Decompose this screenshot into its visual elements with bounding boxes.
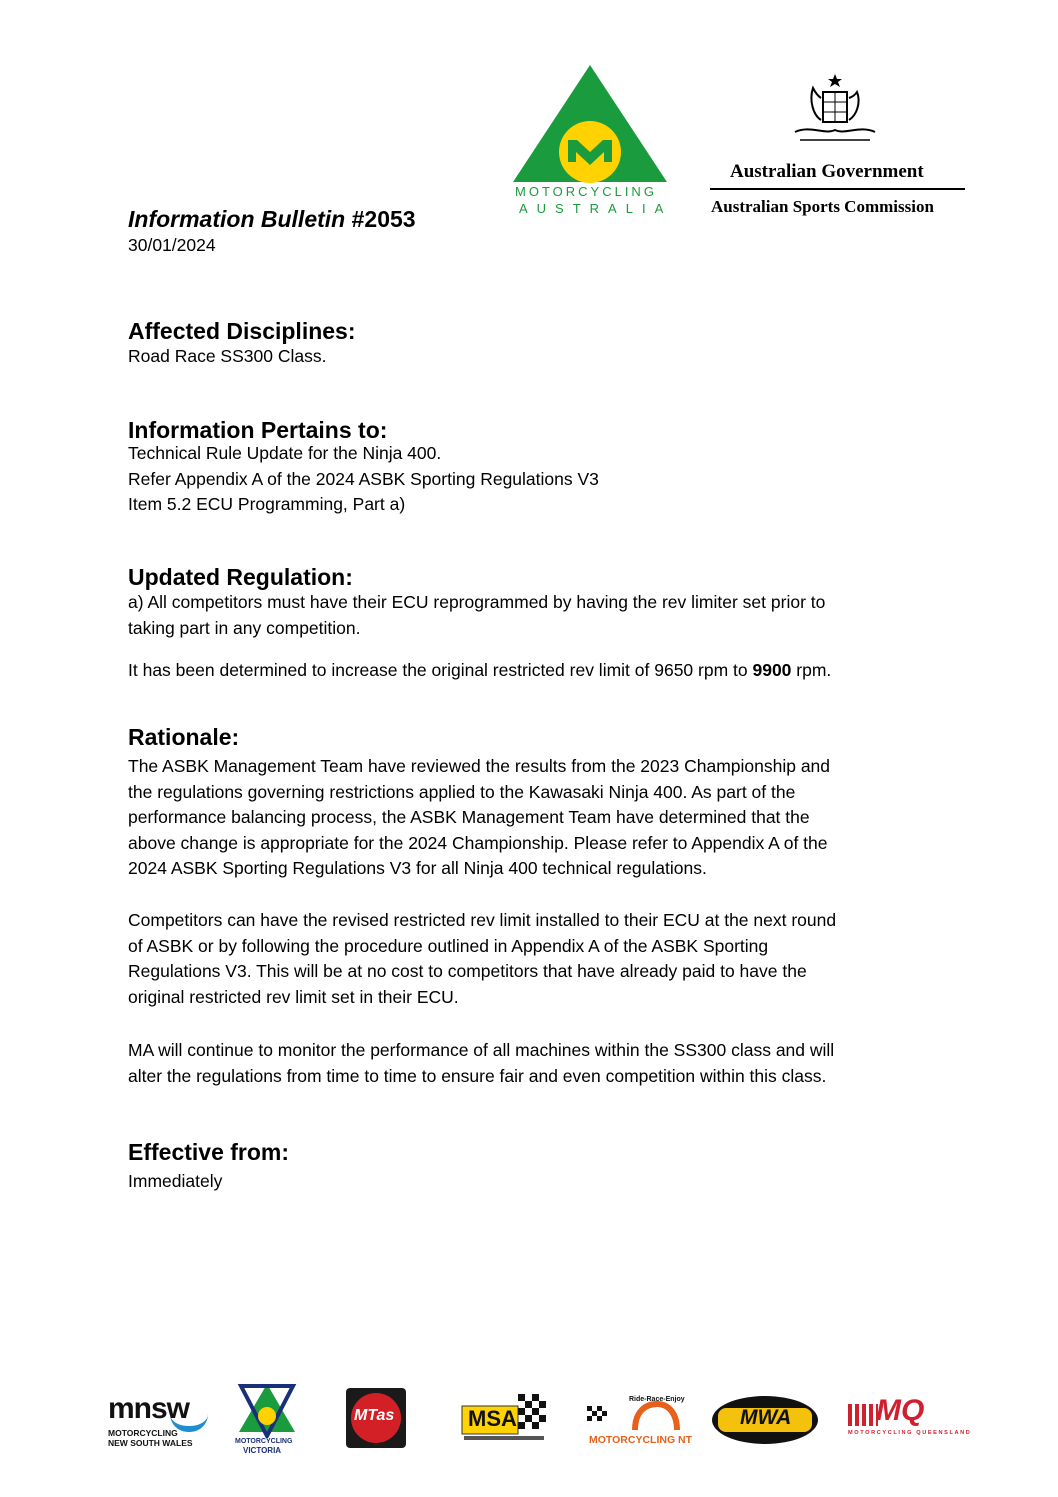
bulletin-title (128, 206, 416, 233)
updated-line: taking part in any competition. (128, 617, 361, 638)
rev-limit-line (128, 658, 831, 684)
logo-victoria (235, 1382, 299, 1457)
pertains-line: Item 5.2 ECU Programming, Part a) (128, 494, 406, 514)
mnsw-mark: mnsw (108, 1392, 190, 1425)
rationale-line: original restricted rev limit set in their ECU. (128, 986, 459, 1007)
gov-title: Australian Government (730, 161, 924, 182)
logo-mwa (712, 1392, 820, 1448)
mwa-mark: MWA (740, 1406, 792, 1429)
rationale-para-3 (128, 1038, 834, 1089)
rationale-line: above change is appropriate for the 2024 Championship. Please refer to Appendix A of the (128, 832, 828, 853)
effective-line: Immediately (128, 1171, 223, 1191)
rationale-para-1 (128, 754, 830, 882)
bulletin-date: 30/01/2024 (128, 235, 216, 255)
nt-arc-text: Ride-Race-Enjoy (629, 1396, 685, 1403)
mq-mark: MQ (876, 1394, 925, 1427)
affected-line: Road Race SS300 Class. (128, 346, 327, 366)
pertains-heading: Information Pertains to: (128, 417, 388, 443)
victoria-logo-icon (235, 1382, 299, 1438)
mq-stripes (848, 1404, 878, 1426)
logo-nt (585, 1396, 695, 1448)
msa-mark: MSA (468, 1406, 517, 1431)
bulletin-title-label: Information Bulletin (128, 206, 346, 232)
pertains-line: Technical Rule Update for the Ninja 400. (128, 443, 442, 463)
rationale-line: MA will continue to monitor the performance of all machines within the SS300 class and will (128, 1040, 835, 1060)
logo-mq (848, 1394, 972, 1448)
mq-line: MOTORCYCLING QUEENSLAND (848, 1430, 972, 1436)
logo-msa (460, 1390, 552, 1448)
rev-limit-unit: rpm. (791, 660, 832, 680)
updated-line: a) All competitors must have their ECU reprogrammed by having the rev limiter set prior to (128, 592, 826, 612)
effective-body (128, 1169, 222, 1195)
victoria-line2: VICTORIA (243, 1446, 282, 1455)
gov-divider (710, 188, 965, 190)
affected-body (128, 344, 326, 370)
rationale-line: Regulations V3. This will be at no cost to competitors that have already paid to have the (128, 961, 807, 981)
tasmania-mark: MTas (354, 1407, 395, 1424)
rationale-heading: Rationale: (128, 724, 240, 750)
pertains-line: Refer Appendix A of the 2024 ASBK Sporting Regulations V3 (128, 468, 599, 489)
rationale-line: the regulations governing restrictions applied to the Kawasaki Ninja 400. As part of the (128, 781, 796, 802)
rationale-para-2 (128, 908, 836, 1010)
logo-tasmania (346, 1388, 406, 1448)
rationale-line: The ASBK Management Team have reviewed the results from the 2023 Championship and (128, 756, 831, 776)
updated-body (128, 590, 825, 641)
effective-heading: Effective from: (128, 1139, 290, 1165)
rationale-line: of ASBK or by following the procedure outlined in Appendix A of the ASBK Sporting (128, 935, 769, 956)
rev-limit-text: It has been determined to increase the original restricted rev limit of 9650 rpm to (128, 660, 753, 680)
rationale-line: Competitors can have the revised restricted rev limit installed to their ECU at the next round (128, 910, 837, 930)
rationale-line: performance balancing process, the ASBK Management Team have determined that the (128, 807, 810, 827)
pertains-body (128, 441, 599, 518)
coat-of-arms-icon (785, 70, 885, 155)
gov-subtitle: Australian Sports Commission (711, 197, 934, 216)
mnsw-line2: NEW SOUTH WALES (108, 1438, 193, 1448)
ma-logo (505, 60, 675, 220)
rationale-line: alter the regulations from time to time to ensure fair and even competition within this class. (128, 1065, 827, 1086)
updated-heading: Updated Regulation: (128, 564, 353, 590)
bulletin-number: #2053 (345, 206, 416, 232)
gov-crest (785, 70, 885, 155)
logo-mnsw (108, 1392, 213, 1450)
mnsw-line1: MOTORCYCLING (108, 1428, 178, 1438)
victoria-line1: MOTORCYCLING (235, 1438, 293, 1445)
rev-limit-value: 9900 (752, 660, 792, 680)
ma-logo-line2: AUSTRALIA (519, 201, 673, 216)
ma-logo-line1: MOTORCYCLING (515, 184, 657, 199)
nt-text: MOTORCYCLING NT (589, 1434, 693, 1446)
ma-logo-triangle-icon (505, 60, 675, 185)
affected-heading: Affected Disciplines: (128, 318, 356, 344)
rationale-line: 2024 ASBK Sporting Regulations V3 for all Ninja 400 technical regulations. (128, 858, 707, 878)
